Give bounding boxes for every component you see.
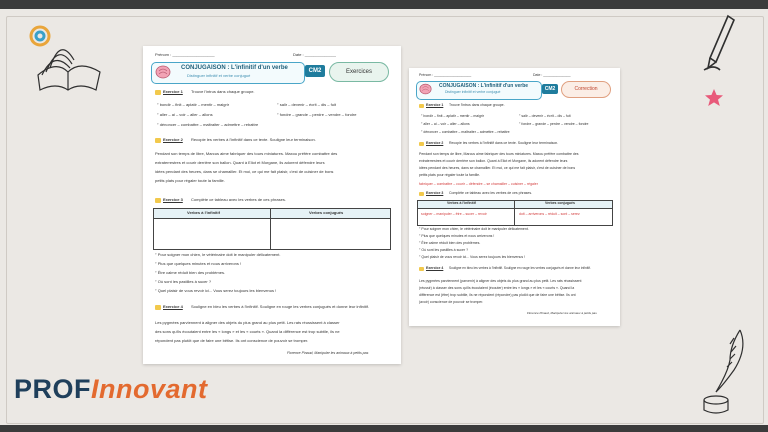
exercise-2-marker — [155, 138, 161, 143]
bottom-bar — [0, 425, 768, 432]
exercise-1-line: ° bondir – finit – aplatir – mentir – maigrir — [421, 114, 485, 118]
exercise-2-text: petits plats pour régaler toute la famille. — [419, 173, 481, 177]
star-icon — [704, 88, 724, 108]
exercise-1-marker — [419, 104, 424, 108]
text-source: Florence Pinaud, Manipuler les animaux à petits pas — [287, 351, 369, 355]
exercise-1-marker — [155, 90, 161, 95]
exercise-1-line: ° salir – devenir – écrit – dis – fuit — [519, 114, 571, 118]
exercise-1-instruction: Trouve l'intrus dans chaque groupe. — [449, 103, 505, 107]
exercise-4-tag: Exercice 4 — [426, 266, 444, 270]
exercise-4-text: (avoir) conscience de pouvoir se tromper. — [419, 300, 484, 304]
sheet-type-pill: Exercices — [329, 62, 389, 82]
table-cell-answer: soigner – manipuler – être – sucer – revoir — [421, 212, 487, 216]
exercise-4-instruction: Souligne en bleu les verbes à l'infinitif. Souligne en rouge les verbes conjugués et donne leur infinitif. — [449, 266, 591, 270]
exercise-1-tag: Exercice 1 — [426, 103, 444, 107]
exercise-4-text: différence est (être) trop subtile, ils ne répondent (répondre) pas plutôt que de faire une bêtise. Ils ont — [419, 293, 576, 297]
date-field-label: Date : ______________ — [293, 52, 336, 57]
book-doodle-icon — [28, 20, 108, 100]
exercise-1-line: ° aller – ai – voir – aller – allons — [157, 112, 213, 117]
sheet-subtitle: Distinguer infinitif et verbe conjugué — [445, 90, 501, 94]
table-column-header: Verbes conjugués — [545, 201, 575, 205]
table-cell-answer: doit – arriverons – réduit – sont – serez — [519, 212, 580, 216]
sheet-title: CONJUGAISON : L'infinitif d'un verbe — [181, 65, 288, 71]
exercise-2-text: petits plats pour régaler toute la famille. — [155, 178, 225, 183]
exercise-1-tag: Exercice 1 — [163, 89, 183, 94]
exercise-4-text: répondent pas plutôt que de faire une bêtise. Ils ont conscience de pouvoir se tromper. — [155, 338, 309, 343]
exercise-2-answer: fabriquer – combattre – courir – défendre – se chamailler – cuisiner – régaler — [419, 182, 538, 186]
date-field-label: Date : ______________ — [533, 73, 571, 77]
exercise-3-tag: Exercice 3 — [426, 191, 444, 195]
exercise-1-line: ° bondir – finit – aplatir – mentir – maigrir — [157, 102, 230, 107]
exercise-1-line: ° fondre – grande – perdre – vendre – fondre — [277, 112, 357, 117]
sheet-type-pill: Correction — [561, 81, 611, 98]
exercise-4-marker — [155, 305, 161, 310]
exercise-2-text: Pendant son temps de libre, Marcus aime fabriquer des tours miniatures. Maxou préfère combattre des — [419, 152, 579, 156]
text-source: Florence Pinaud, Manipuler les animaux à petits pas — [527, 311, 597, 315]
exercise-2-marker — [419, 142, 424, 146]
table-column-header: Verbes à l'infinitif — [187, 210, 220, 215]
name-field-label: Prénom : ___________________ — [419, 73, 472, 77]
exercise-2-instruction: Recopie les verbes à l'infinitif dans ce texte. Souligne leur terminaison. — [449, 141, 559, 145]
exercise-2-text: idées pendant des heures, dans se chamailler. Et moi, ce qui me fait plaisir, c'est de cuisiner de bons — [419, 166, 576, 170]
exercise-3-sentence: ° Plus que quelques minutes et nous arriverons ! — [155, 261, 242, 266]
exercise-1-line: ° fondre – grande – perdre – vendre – fondre — [519, 122, 589, 126]
exercise-3-tag: Exercice 3 — [163, 197, 183, 202]
exercise-3-sentence: ° Plus que quelques minutes et nous arriverons ! — [419, 234, 495, 238]
top-bar — [0, 0, 768, 9]
exercise-3-marker — [155, 198, 161, 203]
exercise-sheet — [143, 46, 401, 364]
table-divider — [270, 209, 271, 249]
brand-logo-part: PROF — [14, 374, 92, 404]
exercise-4-text: Les pygmées parviennent à aligner des objets du plus grand au plus petit. Les rats réussissent à classer — [155, 320, 340, 325]
pen-doodle-icon — [700, 12, 740, 72]
exercise-3-instruction: Complète ce tableau avec les verbes de ces phrases. — [191, 197, 286, 202]
exercise-3-sentence: ° Où sont les pastilles à sucer ? — [419, 248, 469, 252]
exercise-2-text: idées pendant des heures, dans se chamailler. Et moi, ce qui me fait plaisir, c'est de cuisiner de bons — [155, 169, 334, 174]
brand-logo — [14, 374, 208, 405]
brain-icon — [419, 83, 432, 95]
exercise-1-line: ° salir – devenir – écrit – dis – fuit — [277, 102, 336, 107]
exercise-2-tag: Exercice 2 — [426, 141, 444, 145]
correction-sheet — [409, 68, 620, 326]
exercise-3-sentence: ° Pour soigner mon chien, le vétérinaire doit le manipuler délicatement. — [155, 252, 281, 257]
table-column-header: Verbes conjugués — [309, 210, 344, 215]
exercise-3-sentence: ° Quel plaisir de vous revoir ici... Vous serez toujours les bienvenus ! — [419, 255, 526, 259]
exercise-4-tag: Exercice 4 — [163, 304, 183, 309]
exercise-2-text: extraterrestres et courir derrière son ballon. Quant à Eliot et Morgane, ils adorent défendre leurs — [155, 160, 325, 165]
sheet-subtitle: Distinguer infinitif et verbe conjugué — [187, 73, 251, 78]
sheet-title: CONJUGAISON : L'infinitif d'un verbe — [439, 83, 529, 89]
exercise-2-text: Pendant son temps de libre, Marcus aime fabriquer des tours miniatures. Maxou préfère combattre des — [155, 151, 338, 156]
exercise-4-text: des sons qu'ils écoutaient entre les « longs » et les « courts ». Quand la différence est trop subtile, ils ne — [155, 329, 340, 334]
exercise-3-instruction: Complète ce tableau avec les verbes de ces phrases. — [449, 191, 533, 195]
brain-icon — [155, 65, 171, 79]
table-divider — [514, 201, 515, 225]
name-field-label: Prénom : ___________________ — [155, 52, 215, 57]
inkwell-quill-icon — [690, 326, 754, 418]
exercise-2-instruction: Recopie les verbes à l'infinitif dans ce texte. Souligne leur terminaison. — [191, 137, 316, 142]
exercise-3-marker — [419, 192, 424, 196]
exercise-1-line: ° aller – ai – voir – aller – allons — [421, 122, 470, 126]
exercise-3-sentence: ° Être calme réduit bien des problèmes. — [155, 270, 226, 275]
exercise-3-sentence: ° Quel plaisir de vous revoir ici... Vous serez toujours les bienvenus ! — [155, 288, 277, 293]
exercise-3-sentence: ° Où sont les pastilles à sucer ? — [155, 279, 212, 284]
exercise-3-sentence: ° Être calme réduit bien des problèmes. — [419, 241, 481, 245]
exercise-3-sentence: ° Pour soigner mon chien, le vétérinaire doit le manipuler délicatement. — [419, 227, 529, 231]
exercise-1-line: ° dénoncer – combattre – maltraiter – admettre – rebattre — [421, 130, 510, 134]
level-badge: CM2 — [542, 84, 558, 94]
brand-logo-accent: Innovant — [91, 374, 208, 404]
exercise-4-marker — [419, 267, 424, 271]
exercise-1-instruction: Trouve l'intrus dans chaque groupe. — [191, 89, 255, 94]
exercise-4-text: (réussir) à classer des sons qu'ils écoutaient (écouter) entre les « longs » et les « courts ». Quand la — [419, 286, 575, 290]
exercise-2-text: extraterrestres et courir derrière son ballon. Quant à Eliot et Morgane, ils adorent défendre leurs — [419, 159, 568, 163]
exercise-1-line: ° dénoncer – combattre – maltraiter – admettre – rebattre — [157, 122, 259, 127]
exercise-4-text: Les pygmées parviennent (parvenir) à aligner des objets du plus grand au plus petit. Les rats réussissent — [419, 279, 582, 283]
exercise-4-instruction: Souligne en bleu les verbes à l'infinitif. Souligne en rouge les verbes conjugués et donne leur infinitif. — [191, 304, 369, 309]
table-column-header: Verbes à l'infinitif — [447, 201, 476, 205]
level-badge: CM2 — [305, 65, 325, 77]
exercise-2-tag: Exercice 2 — [163, 137, 183, 142]
